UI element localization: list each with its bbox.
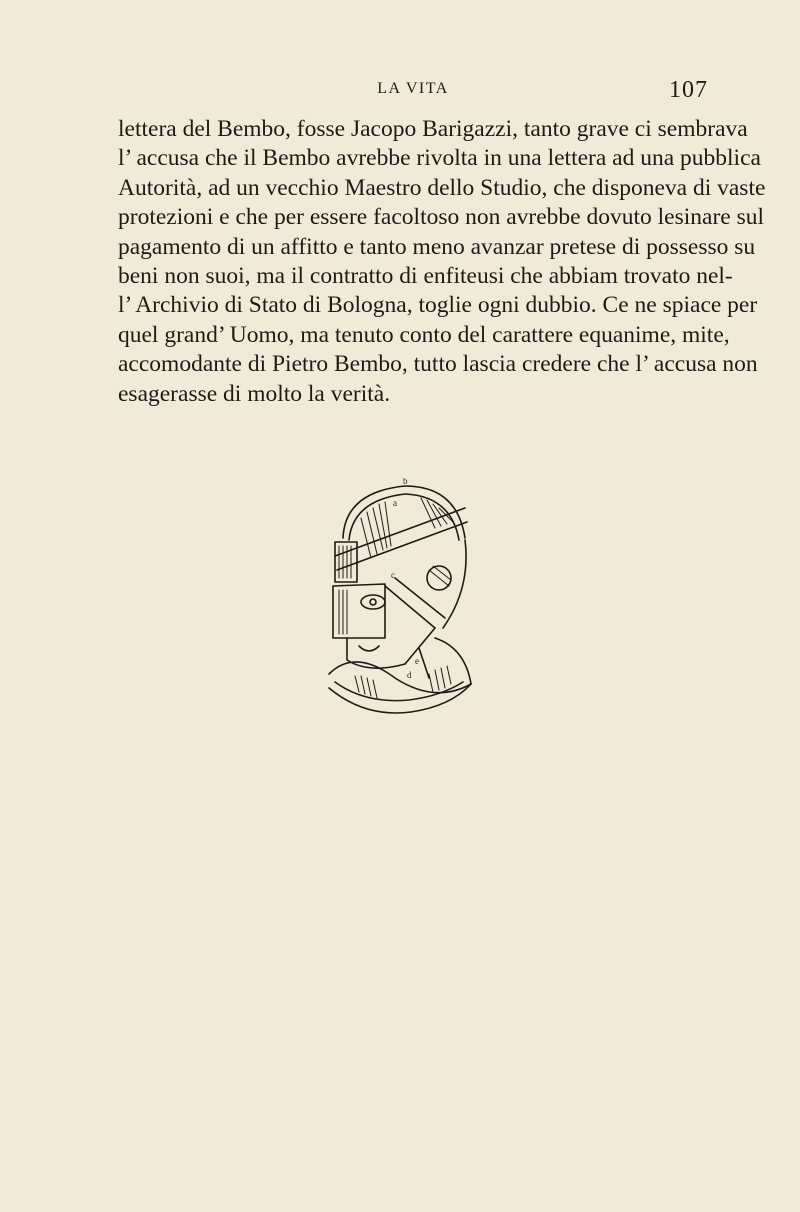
text-line: l’ accusa che il Bembo avrebbe rivolta in una lettera ad una pubblica — [118, 145, 761, 172]
jaw-line — [385, 586, 435, 628]
letter-label: e — [415, 656, 419, 666]
jaw-line — [395, 578, 445, 618]
eye-pupil — [370, 599, 376, 605]
body-paragraph — [118, 115, 766, 409]
mouth-curve — [359, 646, 379, 651]
orbit-hatch — [429, 570, 449, 586]
woodcut-head-diagram-icon — [325, 478, 475, 723]
neck-contour — [347, 638, 405, 668]
running-head — [118, 77, 708, 110]
text-line: esagerasse di molto la verità. — [118, 380, 391, 407]
text-line: Autorità, ad un vecchio Maestro dello Studio, che disponeva di vaste — [118, 174, 766, 201]
text-line: quel grand’ Uomo, ma tenuto conto del carattere equanime, mite, — [118, 321, 730, 348]
text-line: lettera del Bembo, fosse Jacopo Barigazzi, tanto grave ci sembrava — [118, 116, 748, 142]
side-block — [335, 542, 357, 582]
text-line: beni non suoi, ma il contratto di enfiteusi che abbiam trovato nel- — [118, 262, 733, 289]
eye-shape — [361, 595, 385, 609]
text-line: protezioni e che per essere facoltoso non avrebbe dovuto lesinare sul — [118, 204, 765, 231]
orbit-hatch — [433, 566, 451, 580]
text-line: pagamento di un affitto e tanto meno avanzar pretese di possesso su — [118, 233, 756, 260]
letter-label: d — [407, 670, 412, 680]
cap-hatching — [361, 498, 453, 558]
letter-label: b — [403, 478, 408, 486]
neck-contour — [405, 628, 435, 664]
letter-label: a — [393, 498, 397, 508]
face-block — [333, 584, 385, 638]
collar-fold — [419, 648, 429, 678]
collar-fold — [435, 638, 471, 684]
letter-label: c — [391, 570, 395, 580]
text-line: accomodante di Pietro Bembo, tutto lascia credere che l’ accusa non — [118, 351, 758, 378]
shoulder-line — [335, 682, 463, 701]
text-line: l’ Archivio di Stato di Bologna, toglie ogni dubbio. Ce ne spiace per — [118, 292, 758, 319]
page-number: 107 — [669, 77, 708, 103]
face-hatching — [339, 590, 347, 634]
running-title: LA VITA — [377, 80, 449, 97]
